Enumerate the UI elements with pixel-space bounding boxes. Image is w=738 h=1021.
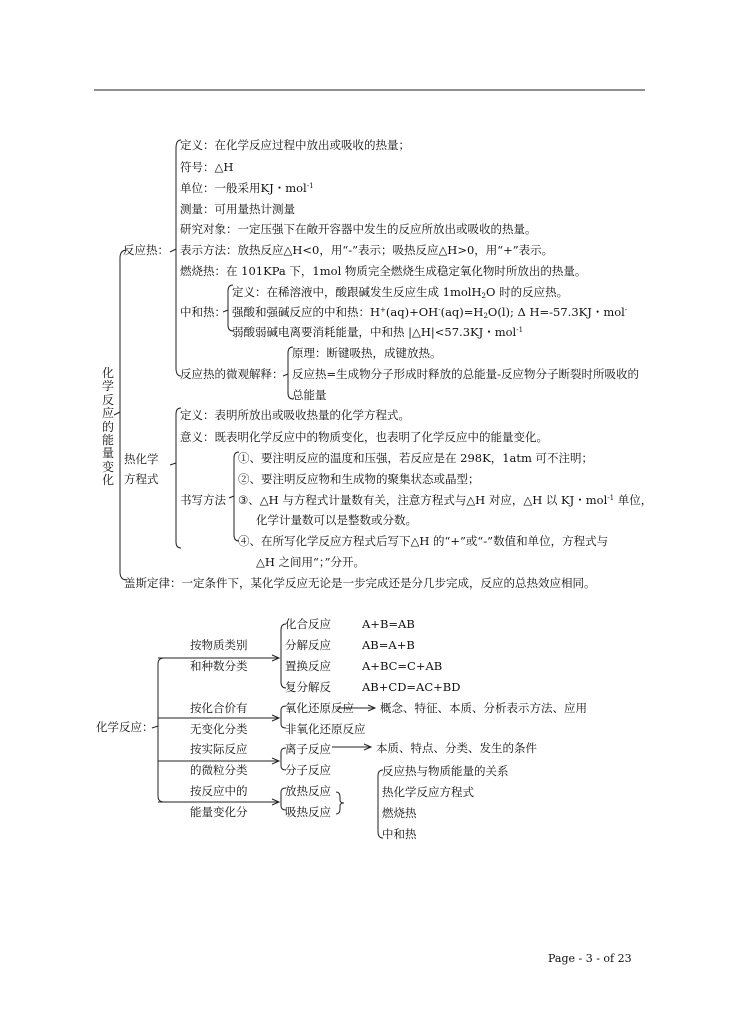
exothermic-reaction: 放热反应 [285, 784, 331, 798]
writing-rule-2: ②、要注明反应物和生成物的聚集状态或晶型； [238, 472, 480, 486]
heat-measure: 测量：可用量热计测量 [180, 202, 295, 216]
energy-topic: 中和热 [382, 827, 417, 841]
g1-item-formula: AB+CD=AC+BD [362, 680, 461, 694]
writing-rule-4-cont: △H 之间用“；”分开。 [256, 555, 366, 569]
writing-rule-1: ①、要注明反应的温度和压强，若反应是在 298K，1atm 可不注明； [238, 451, 594, 465]
writing-rule-3-cont: 化学计量数可以是整数或分数。 [256, 513, 417, 527]
energy-topic: 热化学反应方程式 [382, 785, 474, 799]
writing-rule-3: ③、△H 与方程式计量数有关，注意方程式与△H 对应，△H 以 KJ・mol$^{-1}$ 单位， [238, 493, 653, 507]
g1-item-name: 化合反应 [285, 617, 331, 631]
g1-item-name: 复分解反 [285, 680, 331, 694]
micro-formula: 反应热=生成物分子形成时释放的总能量-反应物分子断裂时所吸收的 [292, 367, 640, 381]
root-label-energy-change: 化学反应的能量变化 [101, 366, 114, 488]
root-brace [120, 250, 127, 580]
ionic-reaction: 离子反应 [285, 742, 331, 756]
g1-item-formula: AB=A+B [362, 638, 415, 652]
thermo-label-line2: 方程式 [124, 472, 159, 486]
molecular-reaction: 分子反应 [285, 763, 331, 777]
writing-method-label: 书写方法 [180, 493, 226, 507]
thermo-brace-tip [170, 463, 176, 465]
thermo-brace [176, 408, 181, 548]
g2-label-line1: 按化合价有 [190, 701, 248, 715]
thermo-meaning: 意义：既表明化学反应中的物质变化，也表明了化学反应中的能量变化。 [180, 430, 548, 444]
g3-label-line2: 的微粒分类 [190, 763, 248, 777]
heat-symbol: 符号：△H [180, 160, 234, 174]
heat-brace [176, 140, 181, 376]
g4-label-line2: 能量变化分 [190, 805, 248, 819]
neutral-heat-label: 中和热： [180, 305, 226, 319]
micro-brace-tip [283, 374, 288, 376]
energy-topic: 反应热与物质能量的关系 [382, 764, 509, 778]
heat-unit: 单位：一般采用KJ・mol$^{-1}$ [180, 181, 314, 195]
hess-law: 盖斯定律：一定条件下，某化学反应无论是一步完成还是分几步完成，反应的总热效应相同。 [124, 576, 596, 590]
ionic-topics: 本质、特点、分类、发生的条件 [376, 741, 537, 755]
endothermic-reaction: 吸热反应 [285, 805, 331, 819]
page-number: Page - 3 - of 23 [548, 952, 632, 965]
g1-label-line2: 和种数分类 [190, 659, 248, 673]
g4-label-line1: 按反应中的 [190, 784, 248, 798]
micro-formula-cont: 总能量 [292, 388, 327, 402]
non-redox-reaction: 非氧化还原反应 [285, 722, 366, 736]
thermo-label-line1: 热化学 [124, 452, 159, 466]
combustion-heat: 燃烧热：在 101KPa 下，1mol 物质完全燃烧生成稳定氧化物时所放出的热量。 [180, 264, 587, 278]
g1-item-formula: A+BC=C+AB [362, 659, 443, 673]
energy-topic: 燃烧热 [382, 806, 417, 820]
g1-label-line1: 按物质类别 [190, 638, 248, 652]
g2-label-line2: 无变化分类 [190, 722, 248, 736]
redox-topics: 概念、特征、本质、分析表示方法、应用 [380, 701, 587, 715]
reaction-brace [158, 658, 164, 802]
thermo-definition: 定义：表明所放出或吸收热量的化学方程式。 [180, 408, 410, 422]
neutral-weak: 弱酸弱碱电离要消耗能量，中和热 |△H|<57.3KJ・mol$^{-1}$ [232, 325, 524, 339]
heat-definition: 定义：在化学反应过程中放出或吸收的热量； [180, 138, 410, 152]
chemical-reaction-label: 化学反应： [96, 720, 154, 734]
g1-item-formula: A+B=AB [362, 617, 415, 631]
g1-item-name: 置换反应 [285, 659, 331, 673]
g1-item-name: 分解反应 [285, 638, 331, 652]
g1-brace [281, 624, 286, 688]
g3-label-line1: 按实际反应 [190, 742, 248, 756]
micro-principle: 原理：断键吸热，成键放热。 [292, 346, 442, 360]
micro-explanation-label: 反应热的微观解释： [180, 367, 284, 381]
neutral-definition: 定义：在稀溶液中，酸跟碱发生反应生成 1molH$_2$O 时的反应热。 [232, 285, 569, 300]
heat-expression: 表示方法：放热反应△H<0，用“-”表示；吸热反应△H>0，用“+”表示。 [180, 243, 554, 257]
heat-object: 研究对象：一定压强下在敞开容器中发生的反应所放出或吸收的热量。 [180, 222, 537, 236]
writing-rule-4: ④、在所写化学反应方程式后写下△H 的“+”或“-”数值和单位，方程式与 [238, 534, 609, 548]
g4-close-brace [336, 792, 344, 814]
reaction-heat-label: 反应热： [123, 243, 169, 257]
neutral-strong: 强酸和强碱反应的中和热：$H^+(aq)+OH^-(aq)=H_2O(l)$; Δ H=-57.3KJ・mol- [232, 305, 628, 320]
writing-brace-tip [229, 496, 234, 498]
heat-brace-tip [170, 249, 176, 252]
redox-reaction: 氧化还原反应 [285, 701, 354, 715]
